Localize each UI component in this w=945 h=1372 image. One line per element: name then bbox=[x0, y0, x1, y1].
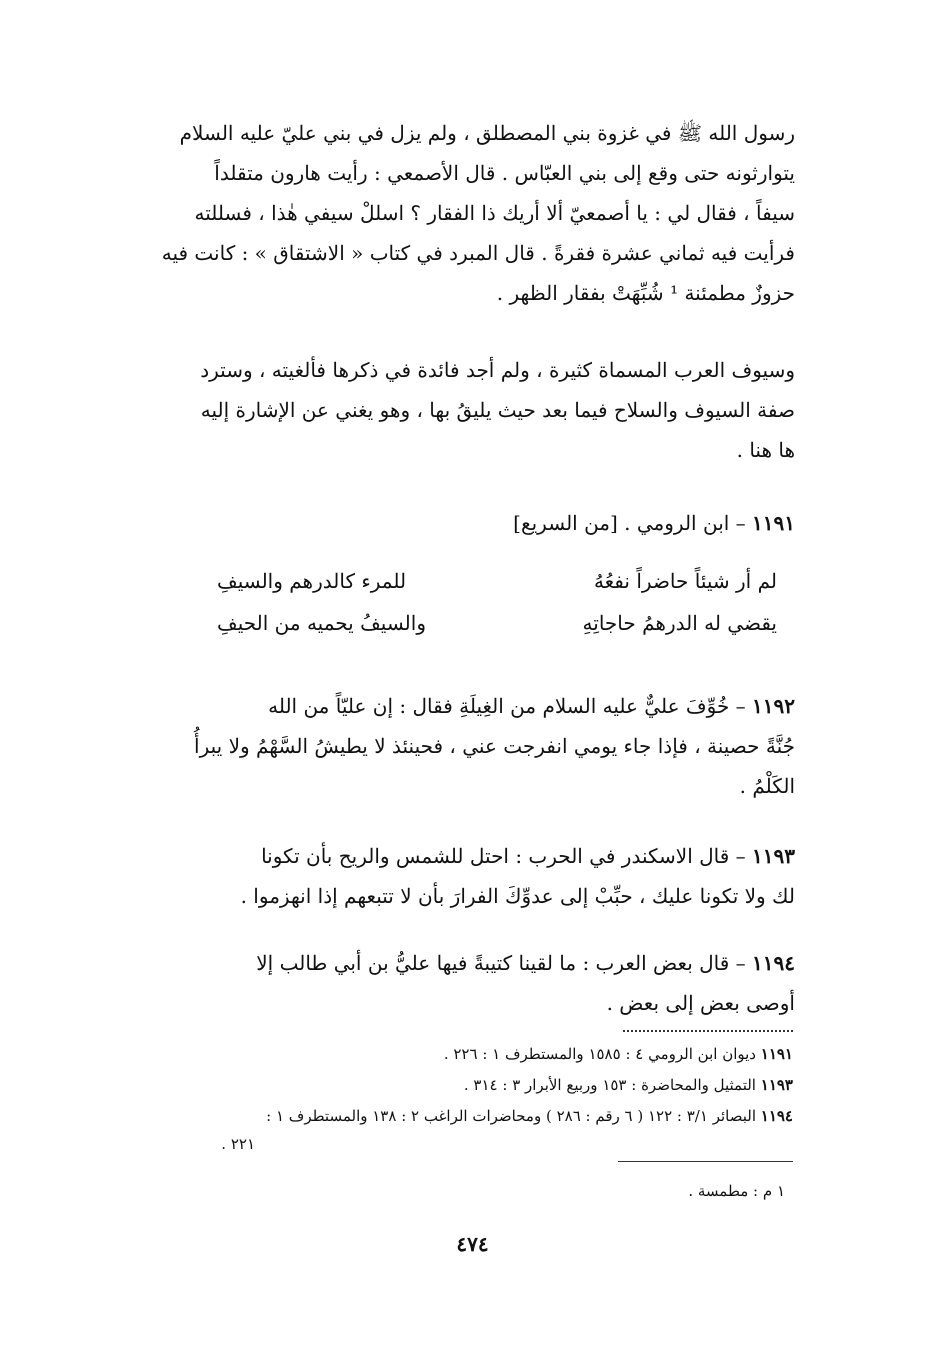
entry-1191-heading bbox=[513, 503, 795, 543]
entry-number: ١١٩٢ bbox=[752, 694, 795, 718]
entry-number: ١١٩١ bbox=[752, 511, 795, 535]
source-number: ١١٩٤ bbox=[760, 1107, 793, 1125]
entry-number: ١١٩٣ bbox=[752, 844, 795, 868]
text-line bbox=[120, 836, 795, 876]
entry-heading: – ابن الرومي . [من السريع] bbox=[513, 511, 746, 535]
source-1194-continuation bbox=[221, 1131, 255, 1157]
entry-text: – قال بعض العرب : ما لقينا كتيبةً فيها عليُّ بن أبي طالب إلا bbox=[256, 951, 746, 975]
entry-number: ١١٩٤ bbox=[752, 951, 795, 975]
dotted-separator bbox=[623, 1030, 793, 1032]
text-line: رسول الله ﷺ في غزوة بني المصطلق ، ولم يزل في بني عليّ عليه السلام bbox=[179, 121, 795, 145]
page-number: ٤٧٤ bbox=[456, 1232, 489, 1256]
text-line: سيفاً ، فقال لي : يا أصمعيّ ألا أريك ذا الفقار ؟ اسللْ سيفي هٰذا ، فسللته bbox=[194, 201, 795, 225]
text-line: ها هنا . bbox=[736, 438, 795, 462]
entry-1194 bbox=[120, 943, 795, 1023]
text-line: فرأيت فيه ثماني عشرة فقرةً . قال المبرد في كتاب « الاشتقاق » : كانت فيه bbox=[161, 241, 795, 265]
second-paragraph bbox=[120, 350, 795, 470]
text-line: لك ولا تكونا عليك ، حبِّبْ إلى عدوِّكَ الفرارَ بأن لا تتبعهم إذا انهزموا . bbox=[240, 884, 795, 908]
footnote-rule bbox=[618, 1161, 793, 1162]
verse-line-1 bbox=[217, 561, 777, 601]
text-line: حزوزٌ مطمئنة ¹ شُبِّهَتْ بفقار الظهر . bbox=[496, 281, 795, 305]
entry-text: – قال الاسكندر في الحرب : احتل للشمس والريح بأن تكونا bbox=[261, 844, 746, 868]
text-line: جُنَّةً حصينة ، فإذا جاء يومي انفرجت عني ، فحينئذ لا يطيشُ السَّهْمُ ولا يبرأُ bbox=[194, 734, 795, 758]
verse-line-2 bbox=[217, 603, 777, 643]
source-text: ٢٢١ . bbox=[221, 1135, 255, 1153]
source-text: البصائر ٣/١ : ١٢٢ ( ٦ رقم : ٢٨٦ ) ومحاضرات الراغب ٢ : ١٣٨ والمستطرف ١ : bbox=[266, 1107, 756, 1125]
source-1193 bbox=[464, 1072, 793, 1098]
entry-1192 bbox=[120, 686, 795, 806]
hemistich-second: والسيفُ يحميه من الحيفِ bbox=[217, 611, 426, 635]
source-text: التمثيل والمحاضرة : ١٥٣ وربيع الأبرار ٣ : ٣١٤ . bbox=[463, 1076, 756, 1094]
source-1191 bbox=[444, 1041, 793, 1067]
entry-1193 bbox=[120, 836, 795, 916]
text-line: وسيوف العرب المسماة كثيرة ، ولم أجد فائدة في ذكرها فألغيته ، وسترد bbox=[200, 358, 795, 382]
source-number: ١١٩١ bbox=[760, 1045, 793, 1063]
text-line: الكَلْمُ . bbox=[739, 774, 795, 798]
source-text: ديوان ابن الرومي ٤ : ١٥٨٥ والمستطرف ١ : ٢٢٦ . bbox=[443, 1045, 756, 1063]
source-number: ١١٩٣ bbox=[760, 1076, 793, 1094]
intro-paragraph bbox=[120, 113, 795, 313]
footnote: ١ م : مطمسة . bbox=[688, 1182, 785, 1200]
text-line bbox=[120, 943, 795, 983]
hemistich-first: يقضي له الدرهمُ حاجاتِهِ bbox=[582, 611, 777, 635]
entry-text: – خُوِّفَ عليٌّ عليه السلام من الغِيلَةِ فقال : إن عليّاً من الله bbox=[268, 694, 746, 718]
source-1194 bbox=[266, 1103, 793, 1129]
text-line: صفة السيوف والسلاح فيما بعد حيث يليقُ بها ، وهو يغني عن الإشارة إليه bbox=[200, 398, 795, 422]
text-line: يتوارثونه حتى وقع إلى بني العبّاس . قال الأصمعي : رأيت هارون متقلداً bbox=[214, 161, 795, 185]
hemistich-second: للمرء كالدرهم والسيفِ bbox=[217, 569, 407, 593]
text-line: أوصى بعض إلى بعض . bbox=[606, 991, 795, 1015]
text-line bbox=[120, 686, 795, 726]
hemistich-first: لم أر شيئاً حاضراً نفعُهُ bbox=[593, 569, 777, 593]
